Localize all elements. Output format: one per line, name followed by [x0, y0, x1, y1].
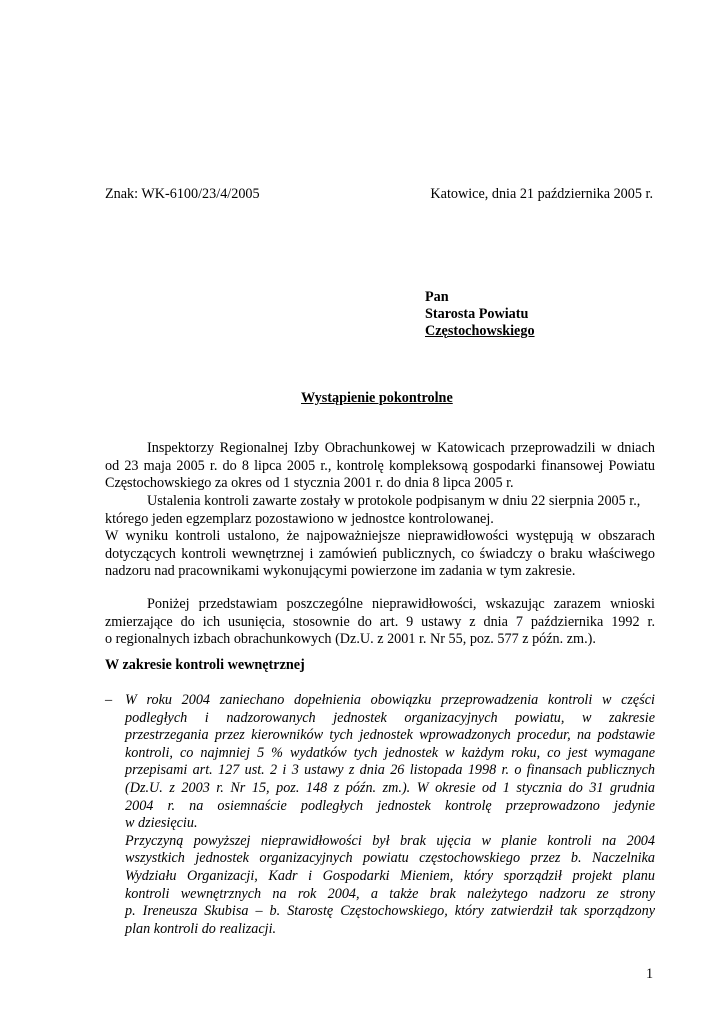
text-line: 2004 r. na osiemnaście podległych jednostek kontrolę przeprowadzono jedynie — [125, 797, 655, 814]
section-heading: W zakresie kontroli wewnętrznej — [105, 657, 305, 673]
text-line: kontroli wewnętrznych na rok 2004, a także brak należytego nadzoru ze strony — [125, 885, 655, 902]
text-line: W roku 2004 zaniechano dopełnienia obowiązku przeprowadzenia kontroli w części — [125, 692, 655, 708]
document-title: Wystąpienie pokontrolne — [301, 390, 453, 406]
paragraph-protocol — [105, 493, 655, 528]
bullet-item — [125, 692, 655, 938]
text-line: Ustalenia kontroli zawarte zostały w protokole podpisanym w dniu 22 sierpnia 2005 r., — [147, 493, 641, 509]
text-line: p. Ireneusza Skubisa – b. Starostę Częstochowskiego, który zatwierdził tak sporządzony — [125, 903, 655, 920]
text-line: Wydziału Organizacji, Kadr i Gospodarki Mieniem, który sporządził projekt planu — [125, 867, 655, 884]
paragraph-irregularities — [105, 596, 655, 649]
bullet-dash: – — [105, 692, 113, 708]
text-line: w dziesięciu. — [125, 815, 198, 832]
page-number: 1 — [646, 966, 654, 982]
text-line: kontroli, co najmniej 5 % wydatków tych jednostek w każdym roku, co jest wymagane — [125, 744, 655, 761]
paragraph-inspection — [105, 440, 655, 493]
text-line: przepisami art. 127 ust. 2 i 3 ustawy z dnia 26 listopada 1998 r. o finansach publicznych — [125, 762, 655, 779]
text-line: Poniżej przedstawiam poszczególne nieprawidłowości, wskazując zarazem wnioski — [147, 596, 655, 612]
text-line: dotyczących kontroli wewnętrznej i zamówień publicznych, co świadczy o braku właściwego — [105, 545, 655, 562]
text-line: od 23 maja 2005 r. do 8 lipca 2005 r., kontrolę kompleksową gospodarki finansowej Powiatu — [105, 457, 655, 474]
text-line: którego jeden egzemplarz pozostawiono w jednostce kontrolowanej. — [105, 510, 494, 527]
reference-sign: Znak: WK-6100/23/4/2005 — [105, 186, 260, 202]
place-date: Katowice, dnia 21 października 2005 r. — [430, 186, 653, 202]
text-line: wszystkich jednostek organizacyjnych powiatu częstochowskiego przez b. Naczelnika — [125, 850, 655, 867]
addressee-line-2: Starosta Powiatu — [425, 306, 529, 322]
text-line: Inspektorzy Regionalnej Izby Obrachunkowej w Katowicach przeprowadzili w dniach — [147, 440, 655, 456]
text-line: podległych i nadzorowanych jednostek organizacyjnych powiatu, w zakresie — [125, 709, 655, 726]
text-line: o regionalnych izbach obrachunkowych (Dz.U. z 2001 r. Nr 55, poz. 577 z późn. zm.). — [105, 631, 596, 648]
text-line: przestrzegania przez kierowników tych jednostek wprowadzonych procedur, na podstawie — [125, 727, 655, 744]
text-line: (Dz.U. z 2003 r. Nr 15, poz. 148 z późn. zm.). W okresie od 1 stycznia do 31 grudnia — [125, 779, 655, 796]
text-line: plan kontroli do realizacji. — [125, 920, 277, 937]
text-line: zmierzające do ich usunięcia, stosownie do art. 9 ustawy z dnia 7 października 1992 r. — [105, 613, 655, 630]
text-line: nadzoru nad pracownikami wykonującymi powierzone im zadania w tym zakresie. — [105, 563, 576, 580]
paragraph-findings — [105, 528, 655, 581]
addressee-line-3: Częstochowskiego — [425, 323, 535, 339]
text-line: W wyniku kontroli ustalono, że najpoważniejsze nieprawidłowości występują w obszarach — [105, 528, 655, 544]
text-line: Przyczyną powyższej nieprawidłowości był brak ujęcia w planie kontroli na 2004 — [125, 832, 655, 849]
text-line: Częstochowskiego za okres od 1 stycznia 2001 r. do dnia 8 lipca 2005 r. — [105, 475, 514, 492]
addressee-line-1: Pan — [425, 289, 449, 305]
